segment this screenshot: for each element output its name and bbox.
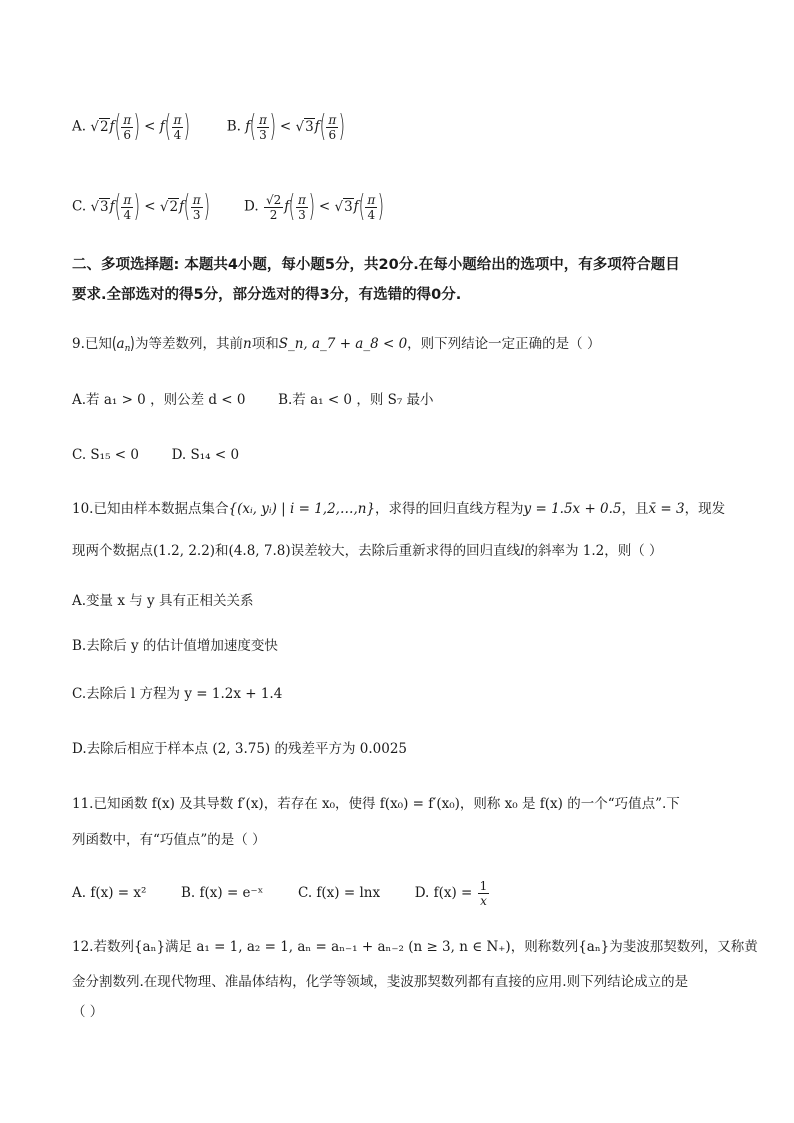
q8-option-a-sqrt: √2: [90, 118, 109, 135]
q9-option-c: C. S₁₅ < 0: [72, 447, 139, 463]
q11-option-b: B. f(x) = e⁻ˣ: [181, 885, 264, 901]
q11-option-c: C. f(x) = lnx: [297, 885, 381, 901]
q12-stem-line1: 12.若数列{aₙ}满足 a₁ = 1, a₂ = 1, aₙ = aₙ₋₁ + aₙ₋₂ (n ≥ 3, n ∈ N₊)，则称数列{aₙ}为斐波那契数列，又称黄: [72, 939, 758, 955]
q9-stem: 9.已知$(a_n)$为等差数列，其前n项和S_n, a_7 + a_8 < 0，则下列结论一定正确的是（ ）: [72, 334, 601, 354]
q8-b-frac1: $\frac{\pi}{3}$: [258, 112, 267, 142]
q11-stem-line2: 列函数中，有“巧值点”的是（ ）: [72, 832, 266, 848]
q10-stem-line1: 10.已知由样本数据点集合{(xᵢ, yᵢ) | i = 1,2,…,n}，求得的回归直线方程为y = 1.5x + 0.5，且x̄ = 3，现发: [72, 501, 726, 517]
q8-option-d-label: D.: [244, 198, 259, 215]
q9-options-ab: [72, 390, 434, 410]
section2-heading-line1: 二、多项选择题: 本题共4小题，每小题5分，共20分.在每小题给出的选项中，有多项符合题目: [72, 257, 680, 273]
q11-options: [72, 880, 490, 907]
q10-stem-line2: 现两个数据点(1.2, 2.2)和(4.8, 7.8)误差较大，去除后重新求得的回归直线l的斜率为 1.2，则（ ）: [72, 543, 663, 559]
q12-stem-line2: 金分割数列.在现代物理、准晶体结构，化学等领域，斐波那契数列都有直接的应用.则下列结论成立的是: [72, 974, 689, 990]
q8-b-frac2: $\frac{\pi}{6}$: [328, 112, 337, 142]
section2-heading-line2: 要求.全部选对的得5分，部分选对的得3分，有选错的得0分.: [72, 287, 462, 303]
q10-option-b: B.去除后 y 的估计值增加速度变快: [72, 638, 278, 654]
q10-option-c: C.去除后 l 方程为 y = 1.2x + 1.4: [72, 686, 283, 702]
q8-d-coef-frac: $\frac{√2}{2}$: [265, 192, 282, 222]
q8-option-a-label: A.: [72, 118, 87, 135]
q8-option-c-label: C.: [72, 198, 87, 215]
q8-c-frac2: $\frac{\pi}{3}$: [192, 192, 201, 222]
q8-option-b-sqrt: √3: [295, 118, 314, 135]
q10-option-a: A.变量 x 与 y 具有正相关关系: [72, 593, 254, 609]
q11-stem-line1: 11.已知函数 f(x) 及其导数 f′(x)，若存在 x₀，使得 f(x₀) = f′(x₀)，则称 x₀ 是 f(x) 的一个“巧值点”.下: [72, 796, 680, 812]
q8-a-frac2: $\frac{\pi}{4}$: [173, 112, 182, 142]
q10-option-d: D.去除后相应于样本点 (2, 3.75) 的残差平方为 0.0025: [72, 741, 408, 757]
q9-options-cd: [72, 445, 239, 465]
q8-options-row-ab: A. √2f( $\frac{\pi}{6}$ ) < f( $\frac{\pi}{4}$ ) B. f( $\frac{\pi}{3}$ ) < √3f( $\frac{\pi}{6}$ ): [72, 109, 346, 144]
q9-option-a: A.若 a₁ > 0 ，则公差 d < 0: [72, 392, 246, 408]
q8-a-frac1: $\frac{\pi}{6}$: [123, 112, 132, 142]
q8-c-frac1: $\frac{\pi}{4}$: [123, 192, 132, 222]
q8-d-frac2: $\frac{\pi}{4}$: [367, 192, 376, 222]
q12-stem-line3: （ ）: [72, 1004, 104, 1020]
q11-option-d: D. f(x) = $\frac{1}{x}$: [414, 879, 488, 908]
q11-option-a: A. f(x) = x²: [72, 885, 147, 901]
q8-d-frac1: $\frac{\pi}{3}$: [297, 192, 306, 222]
q8-options-row-cd: C. √3f( $\frac{\pi}{4}$ ) < √2f( $\frac{\pi}{3}$ ) D. $\frac{√2}{2}$ f( $\frac{\pi}{3}$ ) < √3f( $\frac{\pi}{4}$ ): [72, 189, 385, 224]
q8-option-b-label: B.: [226, 118, 241, 135]
q9-option-b: B.若 a₁ < 0 ，则 S₇ 最小: [278, 392, 434, 408]
q9-option-d: D. S₁₄ < 0: [171, 447, 240, 463]
